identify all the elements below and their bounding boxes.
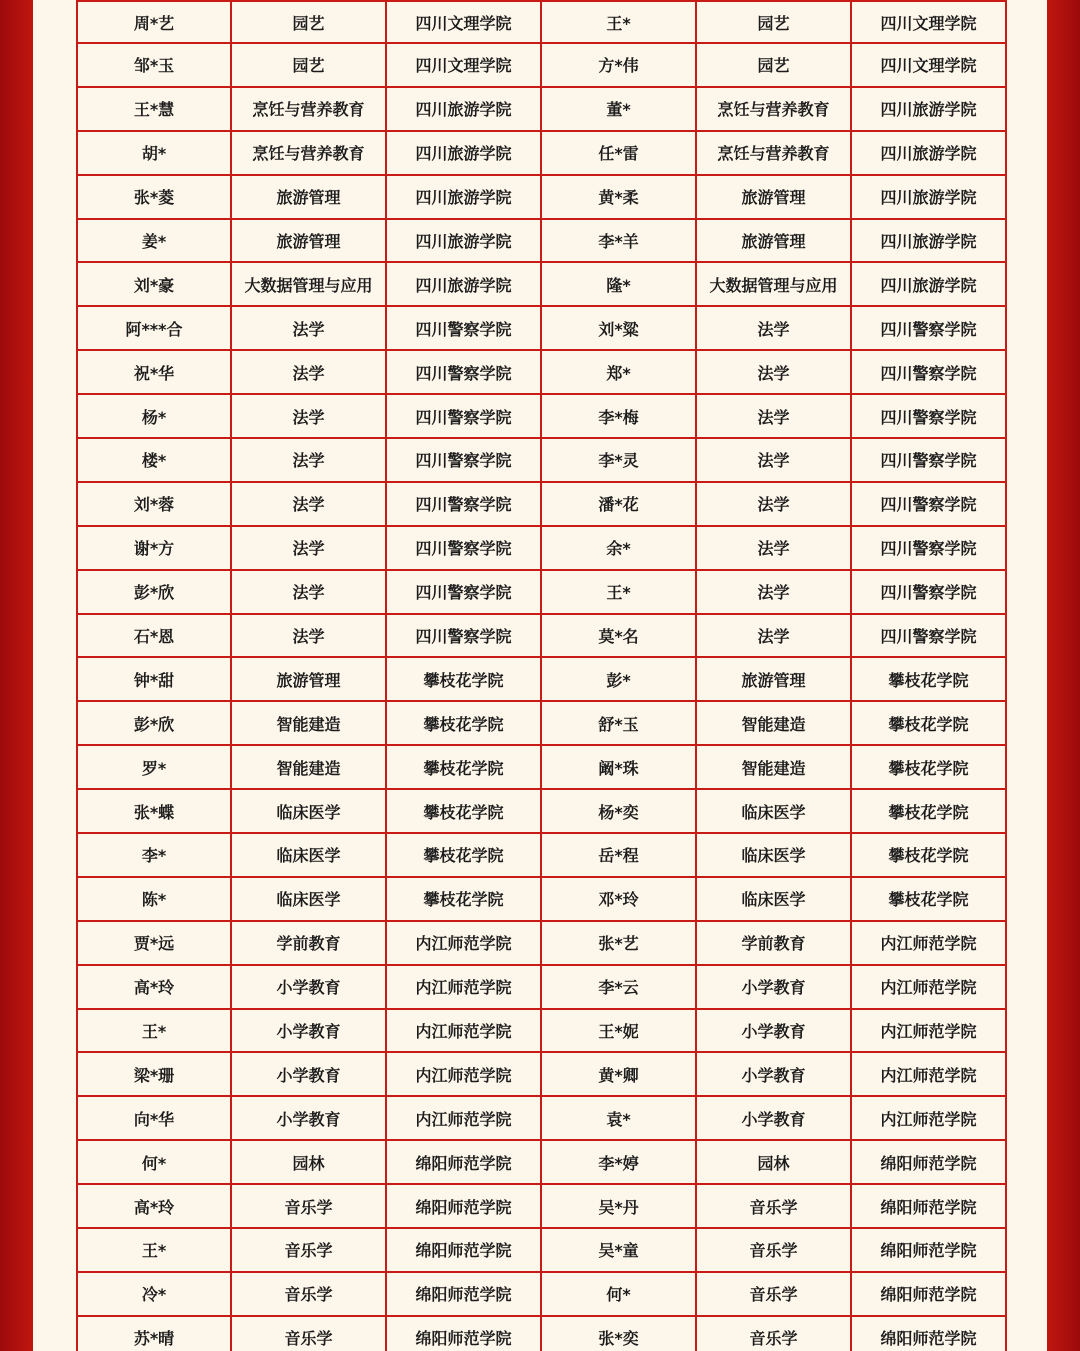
table-row — [77, 219, 1006, 263]
college-cell: 四川旅游学院 — [386, 131, 541, 175]
major-cell: 旅游管理 — [231, 175, 386, 219]
college-cell: 四川旅游学院 — [851, 87, 1006, 131]
student-name-cell: 李*梅 — [541, 394, 696, 438]
major-cell: 法学 — [231, 526, 386, 570]
major-cell: 法学 — [231, 570, 386, 614]
major-cell: 法学 — [696, 438, 851, 482]
student-name-cell: 吴*童 — [541, 1228, 696, 1272]
college-cell: 四川警察学院 — [851, 306, 1006, 350]
major-cell: 法学 — [696, 614, 851, 658]
student-name-cell: 张*蝶 — [77, 789, 231, 833]
student-name-cell: 张*菱 — [77, 175, 231, 219]
college-cell: 四川旅游学院 — [851, 219, 1006, 263]
student-name-cell: 邓*玲 — [541, 877, 696, 921]
student-name-cell: 杨* — [77, 394, 231, 438]
college-cell: 四川警察学院 — [851, 614, 1006, 658]
major-cell: 法学 — [231, 614, 386, 658]
major-cell: 旅游管理 — [696, 175, 851, 219]
major-cell: 临床医学 — [696, 877, 851, 921]
college-cell: 四川文理学院 — [851, 43, 1006, 87]
college-cell: 攀枝花学院 — [851, 745, 1006, 789]
student-name-cell: 向*华 — [77, 1096, 231, 1140]
student-name-cell: 贾*远 — [77, 921, 231, 965]
college-cell: 四川警察学院 — [386, 394, 541, 438]
major-cell: 小学教育 — [231, 965, 386, 1009]
table-row — [77, 1228, 1006, 1272]
table-row — [77, 438, 1006, 482]
student-name-cell: 阿***合 — [77, 306, 231, 350]
college-cell: 四川文理学院 — [851, 1, 1006, 43]
college-cell: 攀枝花学院 — [386, 745, 541, 789]
table-row — [77, 526, 1006, 570]
student-name-cell: 刘*豪 — [77, 262, 231, 306]
major-cell: 烹饪与营养教育 — [696, 131, 851, 175]
major-cell: 烹饪与营养教育 — [696, 87, 851, 131]
major-cell: 园林 — [231, 1140, 386, 1184]
major-cell: 智能建造 — [696, 745, 851, 789]
student-name-cell: 刘*蓉 — [77, 482, 231, 526]
college-cell: 绵阳师范学院 — [386, 1228, 541, 1272]
college-cell: 四川警察学院 — [851, 394, 1006, 438]
table-row — [77, 614, 1006, 658]
college-cell: 绵阳师范学院 — [386, 1272, 541, 1316]
major-cell: 智能建造 — [231, 745, 386, 789]
right-red-border — [1047, 0, 1080, 1351]
student-name-cell: 苏*晴 — [77, 1316, 231, 1351]
major-cell: 法学 — [696, 394, 851, 438]
college-cell: 绵阳师范学院 — [386, 1316, 541, 1351]
major-cell: 音乐学 — [231, 1316, 386, 1351]
left-red-border — [0, 0, 33, 1351]
student-name-cell: 莫*名 — [541, 614, 696, 658]
student-name-cell: 邹*玉 — [77, 43, 231, 87]
student-name-cell: 李* — [77, 833, 231, 877]
student-name-cell: 阚*珠 — [541, 745, 696, 789]
college-cell: 四川警察学院 — [851, 570, 1006, 614]
student-name-cell: 王*慧 — [77, 87, 231, 131]
college-cell: 攀枝花学院 — [851, 789, 1006, 833]
major-cell: 音乐学 — [696, 1272, 851, 1316]
college-cell: 四川警察学院 — [851, 526, 1006, 570]
major-cell: 法学 — [231, 482, 386, 526]
major-cell: 临床医学 — [696, 789, 851, 833]
major-cell: 小学教育 — [231, 1052, 386, 1096]
major-cell: 音乐学 — [231, 1184, 386, 1228]
college-cell: 绵阳师范学院 — [386, 1184, 541, 1228]
table-row — [77, 1140, 1006, 1184]
college-cell: 内江师范学院 — [851, 1009, 1006, 1053]
college-cell: 四川旅游学院 — [851, 131, 1006, 175]
student-name-cell: 高*玲 — [77, 965, 231, 1009]
college-cell: 四川旅游学院 — [386, 262, 541, 306]
student-name-cell: 姜* — [77, 219, 231, 263]
student-name-cell: 方*伟 — [541, 43, 696, 87]
college-cell: 四川旅游学院 — [851, 262, 1006, 306]
major-cell: 小学教育 — [696, 965, 851, 1009]
major-cell: 大数据管理与应用 — [231, 262, 386, 306]
table-row — [77, 701, 1006, 745]
major-cell: 临床医学 — [231, 877, 386, 921]
major-cell: 旅游管理 — [231, 219, 386, 263]
college-cell: 攀枝花学院 — [851, 877, 1006, 921]
table-row — [77, 965, 1006, 1009]
major-cell: 旅游管理 — [696, 219, 851, 263]
table-row — [77, 1009, 1006, 1053]
student-name-cell: 余* — [541, 526, 696, 570]
table-row — [77, 394, 1006, 438]
table-row — [77, 306, 1006, 350]
student-name-cell: 冷* — [77, 1272, 231, 1316]
major-cell: 小学教育 — [231, 1096, 386, 1140]
student-name-cell: 王* — [541, 1, 696, 43]
college-cell: 四川旅游学院 — [386, 175, 541, 219]
student-name-cell: 胡* — [77, 131, 231, 175]
student-name-cell: 何* — [541, 1272, 696, 1316]
major-cell: 临床医学 — [231, 833, 386, 877]
student-name-cell: 何* — [77, 1140, 231, 1184]
major-cell: 临床医学 — [231, 789, 386, 833]
student-name-cell: 王* — [77, 1009, 231, 1053]
college-cell: 攀枝花学院 — [386, 877, 541, 921]
student-name-cell: 陈* — [77, 877, 231, 921]
college-cell: 攀枝花学院 — [851, 833, 1006, 877]
college-cell: 内江师范学院 — [386, 1052, 541, 1096]
major-cell: 学前教育 — [696, 921, 851, 965]
student-name-cell: 舒*玉 — [541, 701, 696, 745]
college-cell: 四川警察学院 — [851, 438, 1006, 482]
student-name-cell: 石*恩 — [77, 614, 231, 658]
student-name-cell: 楼* — [77, 438, 231, 482]
college-cell: 四川旅游学院 — [386, 87, 541, 131]
major-cell: 智能建造 — [231, 701, 386, 745]
college-cell: 内江师范学院 — [386, 1009, 541, 1053]
table-row — [77, 570, 1006, 614]
college-cell: 四川警察学院 — [386, 482, 541, 526]
table-row — [77, 175, 1006, 219]
student-name-cell: 张*奕 — [541, 1316, 696, 1351]
college-cell: 四川警察学院 — [386, 438, 541, 482]
student-name-cell: 王* — [541, 570, 696, 614]
college-cell: 四川文理学院 — [386, 43, 541, 87]
student-name-cell: 董* — [541, 87, 696, 131]
college-cell: 四川警察学院 — [851, 350, 1006, 394]
student-name-cell: 袁* — [541, 1096, 696, 1140]
student-name-cell: 梁*珊 — [77, 1052, 231, 1096]
major-cell: 临床医学 — [696, 833, 851, 877]
college-cell: 内江师范学院 — [386, 965, 541, 1009]
college-cell: 四川警察学院 — [386, 614, 541, 658]
student-name-cell: 彭* — [541, 657, 696, 701]
student-name-cell: 吴*丹 — [541, 1184, 696, 1228]
student-name-cell: 张*艺 — [541, 921, 696, 965]
major-cell: 法学 — [231, 438, 386, 482]
college-cell: 内江师范学院 — [851, 965, 1006, 1009]
major-cell: 音乐学 — [696, 1228, 851, 1272]
student-name-cell: 岳*程 — [541, 833, 696, 877]
table-row — [77, 789, 1006, 833]
college-cell: 攀枝花学院 — [386, 833, 541, 877]
college-cell: 攀枝花学院 — [851, 701, 1006, 745]
table-row — [77, 262, 1006, 306]
major-cell: 烹饪与营养教育 — [231, 131, 386, 175]
student-name-cell: 杨*奕 — [541, 789, 696, 833]
college-cell: 绵阳师范学院 — [851, 1184, 1006, 1228]
table-row — [77, 482, 1006, 526]
major-cell: 法学 — [231, 350, 386, 394]
college-cell: 四川警察学院 — [386, 570, 541, 614]
college-cell: 绵阳师范学院 — [851, 1140, 1006, 1184]
major-cell: 小学教育 — [696, 1009, 851, 1053]
college-cell: 内江师范学院 — [851, 921, 1006, 965]
table-row — [77, 657, 1006, 701]
major-cell: 法学 — [231, 394, 386, 438]
table-row — [77, 1272, 1006, 1316]
student-name-cell: 王*妮 — [541, 1009, 696, 1053]
college-cell: 内江师范学院 — [851, 1096, 1006, 1140]
student-name-cell: 彭*欣 — [77, 701, 231, 745]
student-name-cell: 任*雷 — [541, 131, 696, 175]
student-name-cell: 潘*花 — [541, 482, 696, 526]
student-name-cell: 彭*欣 — [77, 570, 231, 614]
student-name-cell: 李*羊 — [541, 219, 696, 263]
major-cell: 园艺 — [696, 43, 851, 87]
student-name-cell: 黄*柔 — [541, 175, 696, 219]
table-row — [77, 1052, 1006, 1096]
major-cell: 大数据管理与应用 — [696, 262, 851, 306]
table-row — [77, 350, 1006, 394]
student-name-cell: 李*灵 — [541, 438, 696, 482]
student-name-cell: 王* — [77, 1228, 231, 1272]
major-cell: 音乐学 — [231, 1272, 386, 1316]
college-cell: 绵阳师范学院 — [851, 1316, 1006, 1351]
major-cell: 音乐学 — [696, 1316, 851, 1351]
major-cell: 小学教育 — [696, 1096, 851, 1140]
major-cell: 烹饪与营养教育 — [231, 87, 386, 131]
major-cell: 智能建造 — [696, 701, 851, 745]
major-cell: 旅游管理 — [231, 657, 386, 701]
table-row — [77, 1316, 1006, 1351]
major-cell: 法学 — [696, 526, 851, 570]
table-body — [77, 1, 1006, 1351]
student-name-cell: 周*艺 — [77, 1, 231, 43]
major-cell: 法学 — [696, 570, 851, 614]
college-cell: 四川旅游学院 — [851, 175, 1006, 219]
major-cell: 法学 — [696, 306, 851, 350]
table-row — [77, 1184, 1006, 1228]
college-cell: 攀枝花学院 — [386, 789, 541, 833]
major-cell: 园艺 — [231, 1, 386, 43]
major-cell: 法学 — [696, 350, 851, 394]
student-name-cell: 高*玲 — [77, 1184, 231, 1228]
college-cell: 四川旅游学院 — [386, 219, 541, 263]
major-cell: 旅游管理 — [696, 657, 851, 701]
admission-list-table — [76, 0, 1007, 1351]
student-name-cell: 钟*甜 — [77, 657, 231, 701]
student-name-cell: 隆* — [541, 262, 696, 306]
college-cell: 四川文理学院 — [386, 1, 541, 43]
student-name-cell: 刘*粱 — [541, 306, 696, 350]
admission-list-table-container — [76, 0, 1005, 1351]
student-name-cell: 郑* — [541, 350, 696, 394]
college-cell: 四川警察学院 — [386, 306, 541, 350]
student-name-cell: 李*婷 — [541, 1140, 696, 1184]
major-cell: 音乐学 — [696, 1184, 851, 1228]
college-cell: 内江师范学院 — [851, 1052, 1006, 1096]
student-name-cell: 李*云 — [541, 965, 696, 1009]
college-cell: 四川警察学院 — [386, 350, 541, 394]
table-row — [77, 1096, 1006, 1140]
college-cell: 攀枝花学院 — [386, 657, 541, 701]
student-name-cell: 黄*卿 — [541, 1052, 696, 1096]
college-cell: 内江师范学院 — [386, 921, 541, 965]
major-cell: 园艺 — [696, 1, 851, 43]
student-name-cell: 祝*华 — [77, 350, 231, 394]
student-name-cell: 罗* — [77, 745, 231, 789]
college-cell: 内江师范学院 — [386, 1096, 541, 1140]
college-cell: 绵阳师范学院 — [386, 1140, 541, 1184]
table-row — [77, 131, 1006, 175]
major-cell: 音乐学 — [231, 1228, 386, 1272]
table-row — [77, 877, 1006, 921]
major-cell: 小学教育 — [231, 1009, 386, 1053]
college-cell: 四川警察学院 — [851, 482, 1006, 526]
college-cell: 绵阳师范学院 — [851, 1228, 1006, 1272]
table-row — [77, 921, 1006, 965]
major-cell: 法学 — [231, 306, 386, 350]
student-name-cell: 谢*方 — [77, 526, 231, 570]
table-row — [77, 833, 1006, 877]
major-cell: 小学教育 — [696, 1052, 851, 1096]
table-row — [77, 745, 1006, 789]
college-cell: 绵阳师范学院 — [851, 1272, 1006, 1316]
major-cell: 法学 — [696, 482, 851, 526]
college-cell: 攀枝花学院 — [386, 701, 541, 745]
table-row — [77, 87, 1006, 131]
major-cell: 园艺 — [231, 43, 386, 87]
table-row — [77, 43, 1006, 87]
college-cell: 四川警察学院 — [386, 526, 541, 570]
table-row — [77, 1, 1006, 43]
college-cell: 攀枝花学院 — [851, 657, 1006, 701]
major-cell: 学前教育 — [231, 921, 386, 965]
major-cell: 园林 — [696, 1140, 851, 1184]
